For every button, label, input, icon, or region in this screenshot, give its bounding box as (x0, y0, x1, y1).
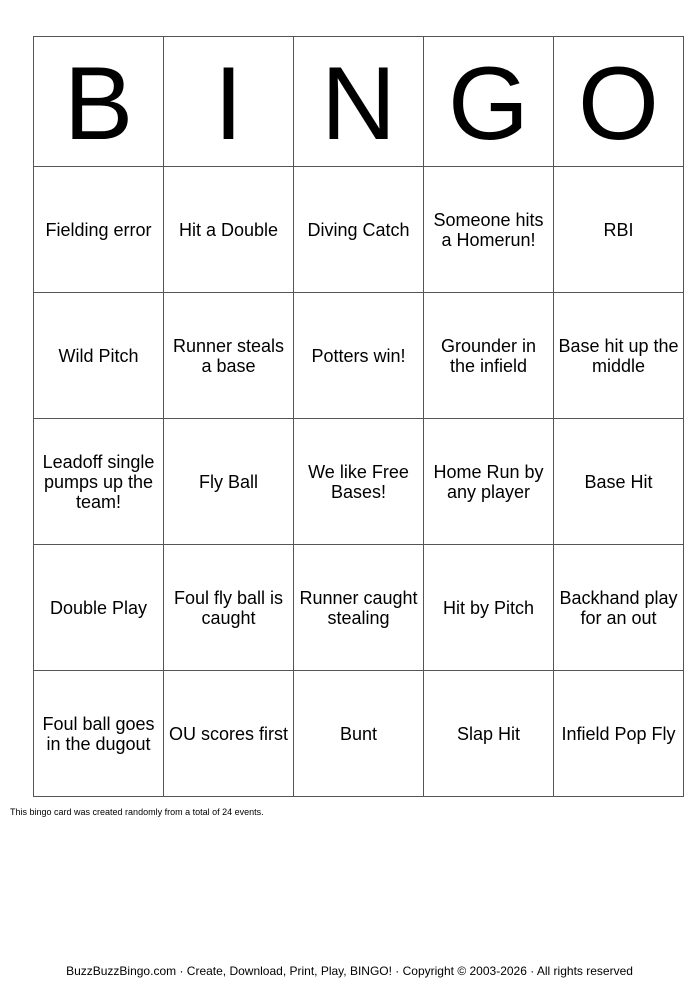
bingo-cell: Fly Ball (164, 419, 294, 545)
bingo-cell: RBI (554, 167, 684, 293)
bingo-cell: Fielding error (34, 167, 164, 293)
card-note: This bingo card was created randomly from a total of 24 events. (10, 807, 264, 817)
header-letter-o: O (554, 37, 684, 167)
bingo-cell: Someone hits a Homerun! (424, 167, 554, 293)
bingo-row (34, 545, 684, 671)
bingo-row (34, 293, 684, 419)
bingo-cell: Home Run by any player (424, 419, 554, 545)
bingo-cell: Foul ball goes in the dugout (34, 671, 164, 797)
bingo-cell: Double Play (34, 545, 164, 671)
bingo-cell: Wild Pitch (34, 293, 164, 419)
bingo-row (34, 167, 684, 293)
bingo-cell: Slap Hit (424, 671, 554, 797)
bingo-header-row (34, 37, 684, 167)
bingo-cell: Bunt (294, 671, 424, 797)
bingo-cell: Leadoff single pumps up the team! (34, 419, 164, 545)
bingo-cell: Grounder in the infield (424, 293, 554, 419)
bingo-row (34, 419, 684, 545)
bingo-cell: Base Hit (554, 419, 684, 545)
bingo-cell: Runner steals a base (164, 293, 294, 419)
bingo-cell: Foul fly ball is caught (164, 545, 294, 671)
bingo-cell: Diving Catch (294, 167, 424, 293)
header-letter-g: G (424, 37, 554, 167)
bingo-cell: OU scores first (164, 671, 294, 797)
bingo-cell: We like Free Bases! (294, 419, 424, 545)
bingo-cell: Runner caught stealing (294, 545, 424, 671)
bingo-cell: Base hit up the middle (554, 293, 684, 419)
header-letter-i: I (164, 37, 294, 167)
bingo-cell: Backhand play for an out (554, 545, 684, 671)
bingo-row (34, 671, 684, 797)
bingo-cell: Hit by Pitch (424, 545, 554, 671)
header-letter-b: B (34, 37, 164, 167)
bingo-cell: Hit a Double (164, 167, 294, 293)
bingo-card (33, 36, 684, 797)
header-letter-n: N (294, 37, 424, 167)
bingo-cell: Infield Pop Fly (554, 671, 684, 797)
page-footer: BuzzBuzzBingo.com · Create, Download, Print, Play, BINGO! · Copyright © 2003-2026 · All rights reserved (66, 964, 633, 978)
bingo-cell: Potters win! (294, 293, 424, 419)
